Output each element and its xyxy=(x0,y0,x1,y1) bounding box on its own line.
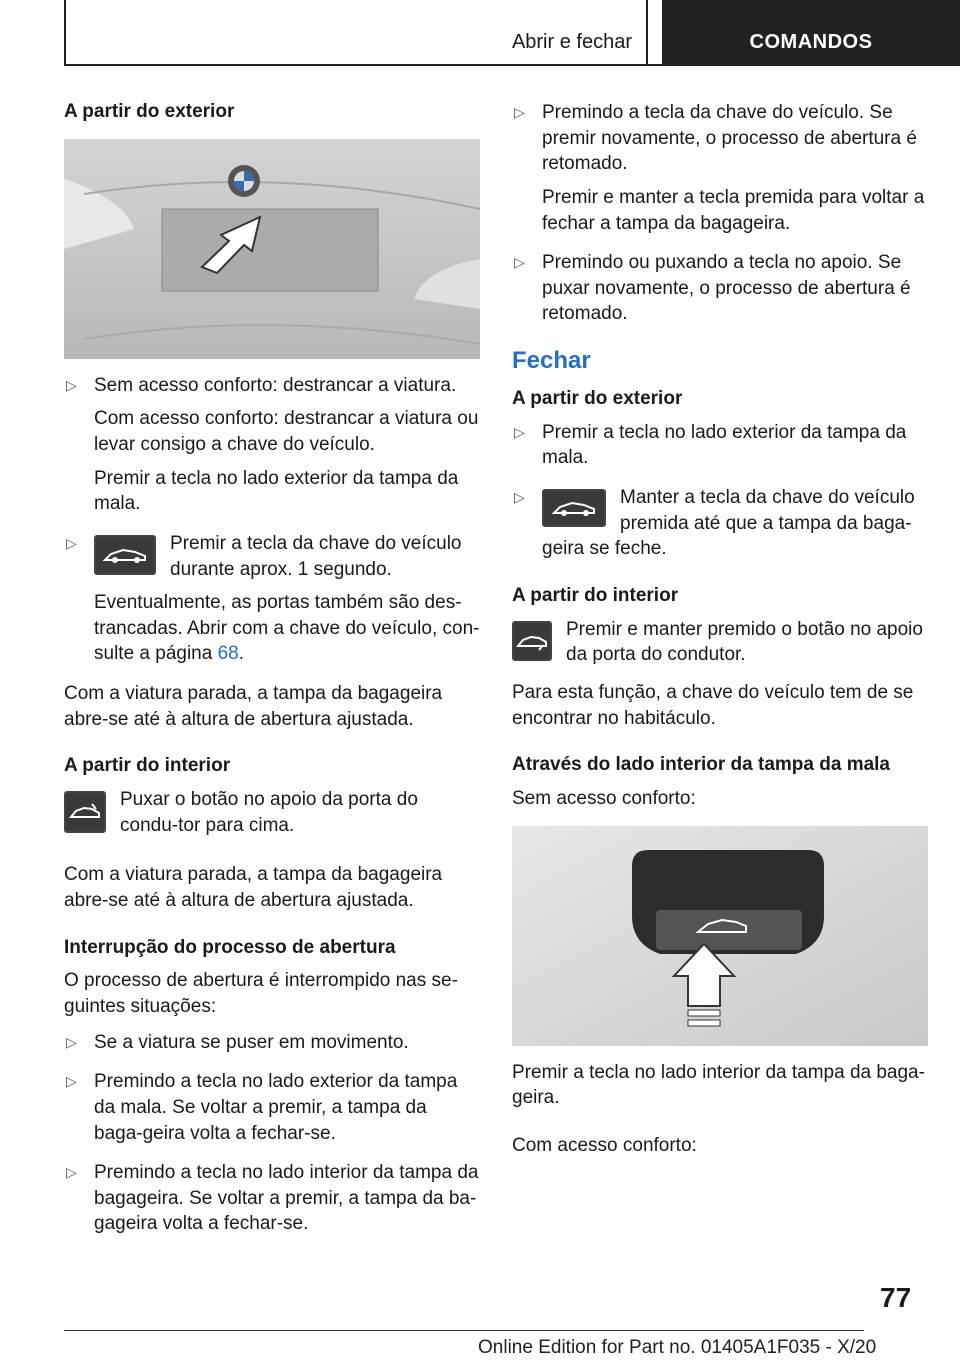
list-item: ▷ Premir a tecla da chave do veículo durante aprox. 1 segundo. Eventualmente, as portas também são des-trancadas. Abrir com a chave do veículo, con-sulte a página 68. xyxy=(66,532,480,665)
header-rule xyxy=(64,64,960,66)
heading-interruption: Interrupção do processo de abertura xyxy=(64,936,396,958)
car-trunk-key-icon xyxy=(542,489,606,527)
heading-from-exterior-close: A partir do exterior xyxy=(512,388,683,410)
header-left-tick xyxy=(64,0,66,66)
list-item: ▷ Premindo a tecla no lado exterior da tampa da mala. Se voltar a premir, a tampa da baga-geira volta a fechar-se. xyxy=(66,1071,458,1144)
trunk-lid-illustration xyxy=(64,139,480,359)
heading-from-exterior: A partir do exterior xyxy=(64,101,235,122)
triangle-bullet-icon: ▷ xyxy=(514,254,525,271)
heading-from-interior-close: A partir do interior xyxy=(512,585,679,607)
list-item: ▷ Premindo ou puxando a tecla no apoio. Se puxar novamente, o processo de abertura é retomado. xyxy=(514,252,911,325)
header-section: Abrir e fechar xyxy=(500,0,648,64)
triangle-bullet-icon: ▷ xyxy=(66,1073,77,1090)
list-item: ▷ Premindo a tecla no lado interior da tampa da bagageira. Se voltar a premir, a tampa da ba-gageira volta a fechar-se. xyxy=(66,1162,479,1235)
triangle-bullet-icon: ▷ xyxy=(66,1033,77,1050)
inner-trunk-button-figure xyxy=(512,826,928,1046)
list-item: ▷ Se a viatura se puser em movimento. xyxy=(66,1031,409,1053)
list-item: ▷ Sem acesso conforto: destrancar a viatura. Com acesso conforto: destrancar a viatura ou levar consigo a chave do veículo. Premir a tecla no lado exterior da tampa da mala. xyxy=(66,374,479,515)
right-column: ▷ Premindo a tecla da chave do veículo. Se premir novamente, o processo de abertura é retomado. Premir e manter a tecla premida para voltar a fechar a tampa da bagageira. ▷ Premindo ou puxando a tecla no apoio. Se puxar novamente, o processo de abertura é retomado. Fechar A partir do exterior ▷ Premir a tecla no lado exterior da tampa da mala. ▷ Manter a tecla da chave do veículo premida até que a tampa da baga-geira se feche. A partir do interior Premir e manter premido o botão no apoio da porta do condutor. Para esta função, a chave do veículo tem de se encontrar no habitáculo. Através do lado interior da tampa da mala Sem acesso conforto: Premir a tecla no lado interior da tampa da baga-geira. Com acesso conforto: xyxy=(512,100,928,1169)
header-chapter: COMANDOS xyxy=(662,0,960,64)
footer-rule xyxy=(64,1330,864,1331)
heading-inner-trunk: Através do lado interior da tampa da mala xyxy=(512,754,890,776)
car-trunk-key-icon xyxy=(94,535,156,575)
door-trunk-button-icon xyxy=(64,791,106,833)
triangle-bullet-icon: ▷ xyxy=(514,104,525,120)
heading-from-interior: A partir do interior xyxy=(64,755,231,777)
door-trunk-button-icon xyxy=(512,621,552,661)
trunk-exterior-figure xyxy=(64,139,480,359)
triangle-bullet-icon: ▷ xyxy=(66,1164,77,1181)
page-number: 77 xyxy=(880,1282,912,1313)
list-item: ▷ Premindo a tecla da chave do veículo. Se premir novamente, o processo de abertura é retomado. Premir e manter a tecla premida para voltar a fechar a tampa da bagageira. xyxy=(514,102,925,234)
footer-edition: Online Edition for Part no. 01405A1F035 - X/20 xyxy=(478,1337,877,1358)
triangle-bullet-icon: ▷ xyxy=(66,534,77,551)
triangle-bullet-icon: ▷ xyxy=(66,376,77,393)
triangle-bullet-icon: ▷ xyxy=(514,489,525,506)
heading-close: Fechar xyxy=(512,347,591,375)
list-item: ▷ Premir a tecla no lado exterior da tampa da mala. xyxy=(514,421,907,469)
triangle-bullet-icon: ▷ xyxy=(514,423,525,440)
page-link[interactable]: 68 xyxy=(217,643,239,665)
list-item: ▷ Manter a tecla da chave do veículo premida até que a tampa da baga-geira se feche. xyxy=(514,487,915,560)
inner-button-illustration xyxy=(512,826,928,1046)
left-column: A partir do exterior ▷ Sem acesso conforto: destrancar a viatura. Com acesso conforto: destrancar a viatura ou levar consigo a chave do veículo. Premir a tecla no lado exterior da tampa da mala. ▷ Premir a tecla da chave do veículo durante aprox. 1 segundo. Eventualmente, as portas também são des-trancadas. Abrir com a chave do veículo, con-sulte a página 68. Com a viatura parada, a tampa da bagageira abre-se até à altura de abertura ajustada. A partir do interior Puxar o botão no apoio da porta do condu-tor para cima. Com a viatura parada, a tampa da bagageira abre-se até à altura de abertura ajustada. Interrupção do processo de abertura O processo de abertura é interrompido nas se-guintes situações: ▷ Se a viatura se puser em movimento. ▷ Premindo a tecla no lado exterior da tampa da mala. Se voltar a premir, a tampa da baga-geira volta a fechar-se. ▷ Premindo a tecla no lado interior da tampa da bagageira. Se voltar a premir, a tampa da ba-gageira volta a fechar-se. xyxy=(64,100,480,1251)
